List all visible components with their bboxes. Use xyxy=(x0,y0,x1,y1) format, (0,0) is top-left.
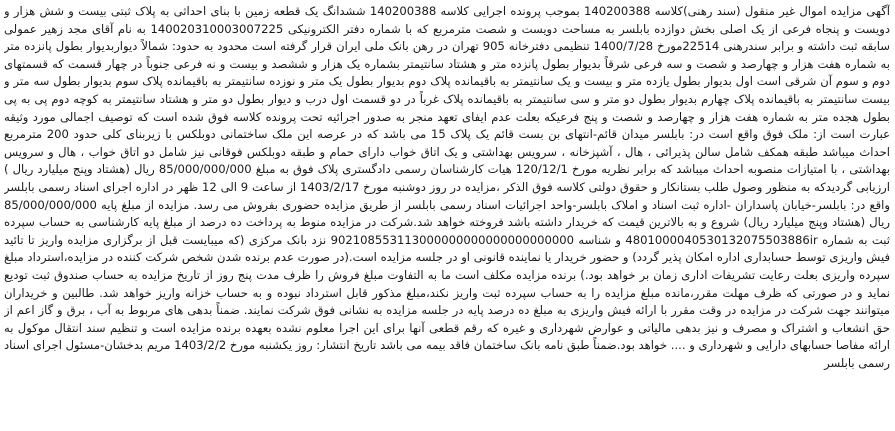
auction-notice xyxy=(4,3,890,427)
notice-body-text: آگهی مزایده اموال غیر منقول (سند رهنی)کلاسه 140200388 بموجب پرونده اجرایی کلاسه 140200388 ششدانگ یک قطعه زمین با بنای احداثی به پلاک ثبتی بیست و شش هزار و دویست و پنجاه فرعی از یک اصلی بخش دوازده بابلسر به مساحت دویست و شصت مترمربع که با شماره دفتر الکترونیکی 140020310003007225 به نام آقای مجد زهیر عمولی سابقه ثبت داشته و برابر سندرهنی 22514مورخ 1400/7/28 تنظیمی دفترخانه 905 تهران در رهن بانک ملی ایران قرار گرفته است محدود به حدود: شمالاً دیواربدیوار بطول پانزده متر به شماره هفت هزار و چهارصد و شصت و سه فرعی شرقاً بدیوار بطول پانزده متر و هشتاد سانتیمتر بشماره یک هزار و ششصد و بیست و نه فرعی جنوباً در چهار قسمت که قسمتهای دوم و سوم آن شرقی است اول بدیوار بطول یازده متر و بیست و یک سانتیمتر به باقیمانده پلاک دوم بدیوار بطول یک متر و نوزده سانتیمتر به باقیمانده پلاک سوم بدیوار بطول سه متر و بیست سانتیمتر به باقیمانده پلاک چهارم بدیوار بطول دو متر و سی سانتیمتر به باقیمانده پلاک غرباً در دو قسمت اول درب و دیوار بطول دو متر و هشتاد سانتیمتر به کوچه دوم پی به پی بطول هجده متر به شماره هفت هزار و چهارصد و شصت و پنج فرعیکه بعلت عدم ایفای تعهد منجر به صدور اجرائیه تحت پرونده کلاسه فوق شده است که توصیف اجمالی مورد وثیقه عبارت است از: ملک فوق واقع است در: بابلسر میدان قائم-انتهای بن بست قائم یک پلاک 15 می باشد که در عرصه این ملک ساختمانی دوبلکس با زیربنای کلی حدود 200 مترمربع احداث میباشد طبقه همکف شامل سالن پذیرائی ، هال ، آشپزخانه ، سرویس بهداشتی و یک اتاق خواب دارای حمام و طبقه دوبلکس فوقانی نیز شامل دو اتاق خواب ، هال و سرویس بهداشتی ، با امتیازات منصوبه احداث میباشد که برابر نظریه مورخ 120/12/1 هیات کارشناسان رسمی دادگستری پلاک فوق به مبلغ 85/000/000/000 ریال (هشتاد وپنج میلیارد ریال ) ارزیابی گردیدکه به منظور وصول طلب بستانکار و حقوق دولتی کلاسه فوق الذکر ،مزایده در روز دوشنبه مورخ 1403/2/17 از ساعت 9 الی 12 ظهر در اداره اجرای اسناد رسمی بابلسر واقع در: بابلسر-خیابان پاسداران -اداره ثبت اسناد و املاک بابلسر-واحد اجرائیات اسناد رسمی بابلسر از طریق مزایده حضوری بفروش می رسد. مزایده از مبلغ پایه 85/000/000/000 ریال (هشتاد وپنج میلیارد ریال) شروع و به بالاترین قیمت که خریدار داشته باشد فروخته خواهد شد.شرکت در مزایده منوط به پرداخت ده درصد از مبلغ پایه کارشناسی به حساب سپرده ثبت به شماره 4801000040530132075503886ir و شناسه 902108553113000000000000000000000 نزد بانک مرکزی (که میبایست قبل از برگزاری مزایده واریز تا تائید فیش واریزی توسط حسابداری اداره امکان پذیر گردد) و حضور خریدار یا نماینده قانونی او در جلسه مزایده است.(در صورت عدم برنده شدن شخص شرکت کننده در مزایده،استرداد مبلغ سپرده واریزی بعلت رعایت تشریفات اداری زمان بر خواهد بود.) برنده مزایده مکلف است ما به التفاوت مبلغ فروش را ظرف مدت پنج روز از تاریخ مزایده به حساب صندوق ثبت تودیع نماید و در صورتی که ظرف مهلت مقرر،مانده مبلغ مزایده را به حساب سپرده ثبت واریز نکند،مبلغ مذکور قابل استرداد نبوده و به حساب خزانه واریز خواهد شد. طالبین و خریداران میتوانند جهت شرکت در مزایده در وقت مقرر با ارائه فیش واریزی به مبلغ ده درصد پایه در جلسه مزایده به نشانی فوق شرکت نمایند. ضمناً بدهی های مربوط به آب ، برق و گاز اعم از حق انشعاب و اشتراک و مصرف و نیز بدهی مالیاتی و عوارض شهرداری و غیره که رقم قطعی آنها برای این اجرا معلوم نشده بعهده برنده مزایده است و تنظیم سند انتقال موکول به ارائه مفاصا حسابهای دارایی و شهرداری و .... خواهد بود.ضمناً طبق نامه بانک ساختمان فاقد بیمه می باشد تاریخ انتشار: روز یکشنبه مورخ 1403/2/2 مریم بدخشان-مسئول اجرای اسناد رسمی بابلسر xyxy=(4,4,890,370)
page-bottom-edge xyxy=(4,413,890,429)
